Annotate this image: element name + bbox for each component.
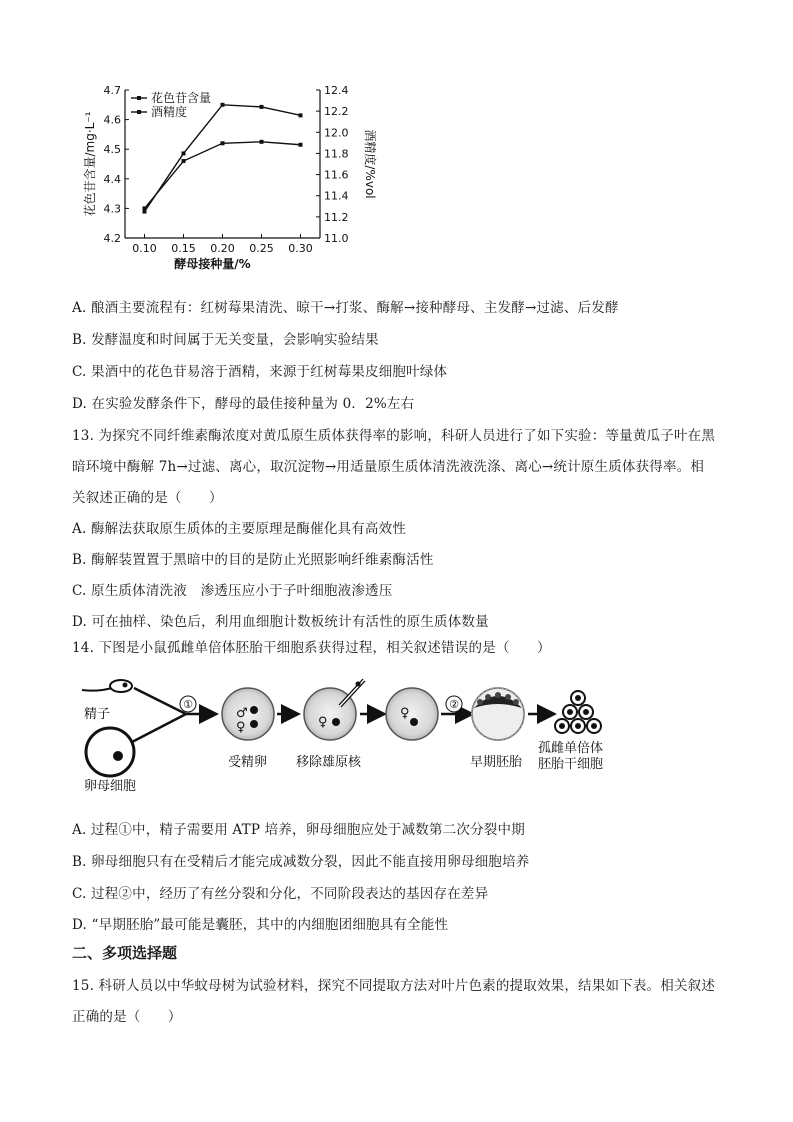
q14-option-c: C. 过程②中，经历了有丝分裂和分化，不同阶段表达的基因存在差异 <box>72 886 489 902</box>
fertilized-egg-icon <box>222 688 274 740</box>
section-heading: 二、多项选择题 <box>72 944 178 962</box>
series-point-0 <box>182 159 186 163</box>
left-tick-label: 4.7 <box>103 84 121 97</box>
q14-stem: 14. 下图是小鼠孤雌单倍体胚胎干细胞系获得过程，相关叙述错误的是（ ） <box>72 640 551 656</box>
series-line-1 <box>145 105 301 212</box>
right-tick-label: 11.4 <box>324 189 349 203</box>
q13-option-a: A. 酶解法获取原生质体的主要原理是酶催化具有高效性 <box>72 521 407 537</box>
step1-label: ① <box>183 698 193 711</box>
right-tick-label: 11.0 <box>324 232 349 245</box>
blastocyst-icon <box>472 688 524 740</box>
left-tick-label: 4.2 <box>103 232 121 245</box>
embryo-stem-cell-diagram <box>78 670 638 795</box>
q13-stem-line3: 关叙述正确的是（ ） <box>72 490 223 506</box>
series-point-1 <box>182 151 186 155</box>
series-point-1 <box>260 105 264 109</box>
q12-option-b: B. 发酵温度和时间属于无关变量，会影响实验结果 <box>72 332 379 348</box>
haploid-egg-icon <box>386 688 438 740</box>
sperm-icon <box>82 680 132 692</box>
q15-stem-line1: 15. 科研人员以中华蚊母树为试验材料，探究不同提取方法对叶片色素的提取效果，结果如下表。相关叙述 <box>72 978 716 994</box>
x-tick-label: 0.20 <box>210 242 235 255</box>
right-tick-label: 11.6 <box>324 168 349 182</box>
egg-label: 卵母细胞 <box>84 779 137 794</box>
male-symbol: ♂ <box>236 706 248 721</box>
q13-stem-line2: 暗环境中酶解 7h→过滤、离心，取沉淀物→用适量原生质体清洗液洗涤、离心→统计原生质体获得率。相 <box>72 459 705 475</box>
right-tick-label: 12.0 <box>324 126 349 140</box>
female-symbol-3: ♀ <box>400 706 410 721</box>
left-tick-label: 4.5 <box>103 143 121 157</box>
right-axis-label: 酒精度/%vol <box>363 129 377 199</box>
q14-option-a: A. 过程①中，精子需要用 ATP 培养，卵母细胞应处于减数第二次分裂中期 <box>72 822 525 838</box>
left-tick-label: 4.3 <box>103 202 121 216</box>
stem-cell-label-1: 孤雌单倍体 <box>538 741 604 756</box>
legend-label-0: 花色苷含量 <box>151 91 212 105</box>
q13-option-d: D. 可在抽样、染色后，利用血细胞计数板统计有活性的原生质体数量 <box>72 614 489 630</box>
right-tick-label: 12.2 <box>324 105 349 119</box>
right-tick-label: 11.8 <box>324 147 349 161</box>
series-point-1 <box>299 113 303 117</box>
female-symbol: ♀ <box>236 720 246 735</box>
line-chart <box>80 80 380 280</box>
series-line-0 <box>145 142 301 209</box>
q12-option-a: A. 酿酒主要流程有：红树莓果清洗、晾干→打浆、酶解→接种酵母、主发酵→过滤、后发酵 <box>72 300 619 316</box>
stem-cell-label-2: 胚胎干细胞 <box>538 757 604 772</box>
egg-icon <box>86 728 134 776</box>
right-tick-label: 12.4 <box>324 84 349 97</box>
stem-cell-cluster-icon <box>555 691 601 733</box>
x-tick-label: 0.25 <box>249 242 274 255</box>
q12-option-d: D. 在实验发酵条件下，酵母的最佳接种量为 0．2%左右 <box>72 396 415 412</box>
q12-option-c: C. 果酒中的花色苷易溶于酒精，来源于红树莓果皮细胞叶绿体 <box>72 364 448 380</box>
fertilized-egg-label: 受精卵 <box>228 755 268 770</box>
legend-marker-1 <box>137 110 141 114</box>
q13-stem-line1: 13. 为探究不同纤维素酶浓度对黄瓜原生质体获得率的影响，科研人员进行了如下实验：等量黄瓜子叶在黑 <box>72 428 716 444</box>
x-tick-label: 0.10 <box>132 242 157 255</box>
left-axis-label: 花色苷含量/mg·L⁻¹ <box>83 111 97 217</box>
legend-marker-0 <box>137 96 141 100</box>
early-embryo-label: 早期胚胎 <box>470 755 523 770</box>
series-point-1 <box>143 210 147 214</box>
q13-option-c: C. 原生质体清洗液 渗透压应小于子叶细胞液渗透压 <box>72 583 393 599</box>
sperm-label: 精子 <box>84 707 111 722</box>
q15-stem-line2: 正确的是（ ） <box>72 1009 182 1025</box>
series-point-0 <box>260 140 264 144</box>
x-tick-label: 0.15 <box>171 242 196 255</box>
legend-label-1: 酒精度 <box>151 105 188 119</box>
x-axis-label: 酵母接种量/% <box>174 257 251 271</box>
female-symbol-2: ♀ <box>318 715 328 730</box>
x-tick-label: 0.30 <box>288 242 313 255</box>
left-tick-label: 4.4 <box>103 172 121 186</box>
series-point-1 <box>221 103 225 107</box>
series-point-0 <box>221 141 225 145</box>
q14-option-d: D. “早期胚胎”最可能是囊胚，其中的内细胞团细胞具有全能性 <box>72 917 449 933</box>
step2-label: ② <box>449 698 459 711</box>
remove-pronucleus-icon <box>304 680 364 740</box>
series-point-0 <box>299 143 303 147</box>
right-tick-label: 11.2 <box>324 210 349 224</box>
q13-option-b: B. 酶解装置置于黑暗中的目的是防止光照影响纤维素酶活性 <box>72 552 434 568</box>
left-tick-label: 4.6 <box>103 113 121 127</box>
remove-pronucleus-label: 移除雄原核 <box>296 755 362 770</box>
q14-option-b: B. 卵母细胞只有在受精后才能完成减数分裂，因此不能直接用卵母细胞培养 <box>72 854 530 870</box>
